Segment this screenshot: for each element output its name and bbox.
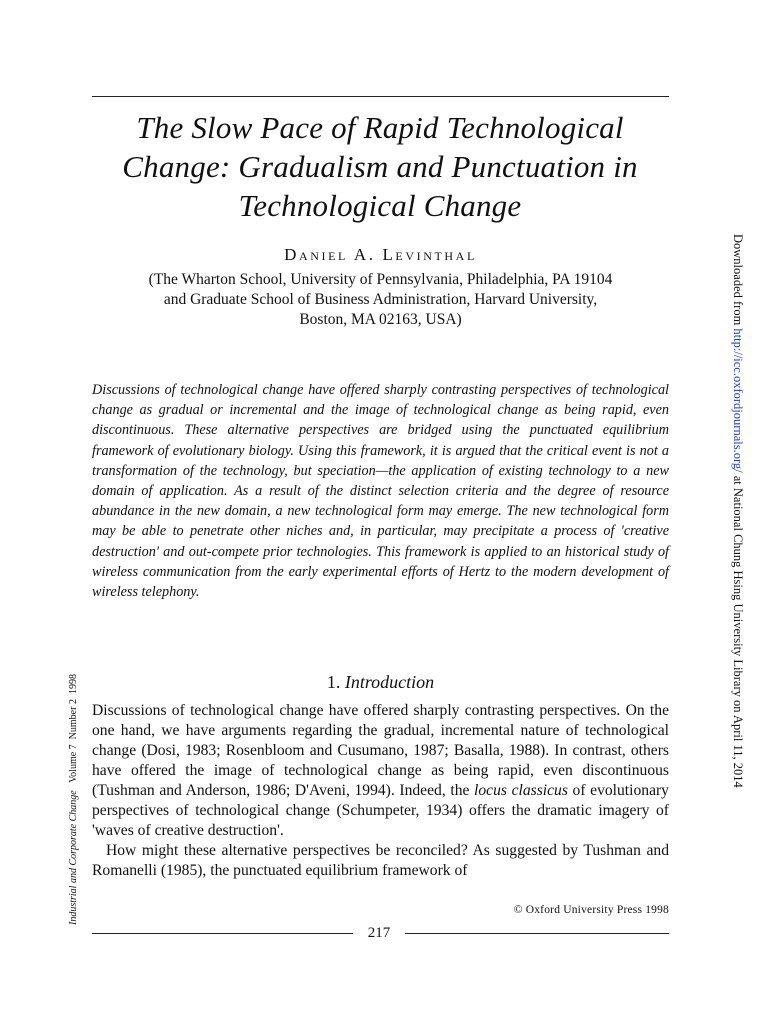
top-rule bbox=[92, 96, 669, 97]
paragraph-1-text-a: Discussions of technological change have offered sharply contrasting perspectives. On the one hand, we have arguments regarding the gradual, incremental nature of technological change (Dosi, 1983; Rosenbloom and Cusumano, 1987; Basalla, 1988). In contrast, others have offered the image of technological change as being rapid, even discontinuous (Tushman and Anderson, 1986; D'Aveni, 1994). Indeed, the bbox=[92, 702, 669, 799]
journal-number: Number 2 bbox=[68, 699, 79, 740]
journal-name: Industrial and Corporate Change bbox=[68, 790, 79, 925]
body-text bbox=[92, 701, 669, 881]
download-prefix: Downloaded from bbox=[731, 234, 745, 329]
affiliation-line-1: (The Wharton School, University of Pennsylvania, Philadelphia, PA 19104 bbox=[148, 271, 613, 288]
paragraph-2: How might these alternative perspectives be reconciled? As suggested by Tushman and Romanelli (1985), the punctuated equilibrium framework of bbox=[92, 842, 669, 879]
author-affiliation bbox=[92, 270, 669, 330]
download-suffix: at National Chung Hsing University Library on April 11, 2014 bbox=[731, 472, 745, 788]
paragraph-1-text-b: of evolutionary perspectives of technological change (Schumpeter, 1934) offers the dramatic imagery of 'waves of creative destruction'. bbox=[92, 782, 669, 839]
journal-citation-line bbox=[68, 674, 79, 925]
journal-volume: Volume 7 bbox=[68, 744, 79, 783]
section-number: 1. bbox=[326, 672, 341, 692]
title-line-1: The Slow Pace of Rapid Technological bbox=[136, 110, 624, 145]
page-number: 217 bbox=[367, 925, 391, 941]
affiliation-line-2: and Graduate School of Business Administration, Harvard University, bbox=[163, 291, 598, 308]
abstract: Discussions of technological change have offered sharply contrasting perspectives of technological change as gradual or incremental and the image of technological change as being rapid, even discontinuous. These alternative perspectives are bridged using the punctuated equilibrium framework of evolutionary biology. Using this framework, it is argued that the critical event is not a transformation of the technology, but speciation—the application of existing technology to a new domain of application. As a result of the distinct selection criteria and the degree of resource abundance in the new domain, a new technological form may emerge. The new technological form may be able to penetrate other niches and, in particular, may precipitate a process of 'creative destruction' and out-compete prior technologies. This framework is applied to an historical study of wireless communication from the early experimental efforts of Hertz to the modern development of wireless telephony. bbox=[92, 382, 669, 601]
title-line-2: Change: Gradualism and Punctuation in bbox=[122, 149, 638, 184]
author-name: Daniel A. Levinthal bbox=[284, 245, 477, 264]
bottom-rule-right bbox=[405, 933, 669, 934]
paragraph-1-italic: locus classicus bbox=[474, 782, 568, 799]
affiliation-line-3: Boston, MA 02163, USA) bbox=[299, 311, 462, 328]
bottom-rule-left bbox=[92, 933, 353, 934]
download-notice bbox=[730, 234, 745, 788]
paragraph-1 bbox=[92, 701, 669, 841]
paper-title bbox=[80, 108, 680, 225]
journal-url-link[interactable]: http://icc.oxfordjournals.org/ bbox=[731, 328, 745, 473]
section-heading bbox=[92, 672, 669, 693]
copyright-notice: © Oxford University Press 1998 bbox=[513, 904, 669, 916]
title-line-3: Technological Change bbox=[238, 188, 522, 223]
section-title: Introduction bbox=[344, 672, 435, 692]
journal-year: 1998 bbox=[68, 674, 79, 695]
